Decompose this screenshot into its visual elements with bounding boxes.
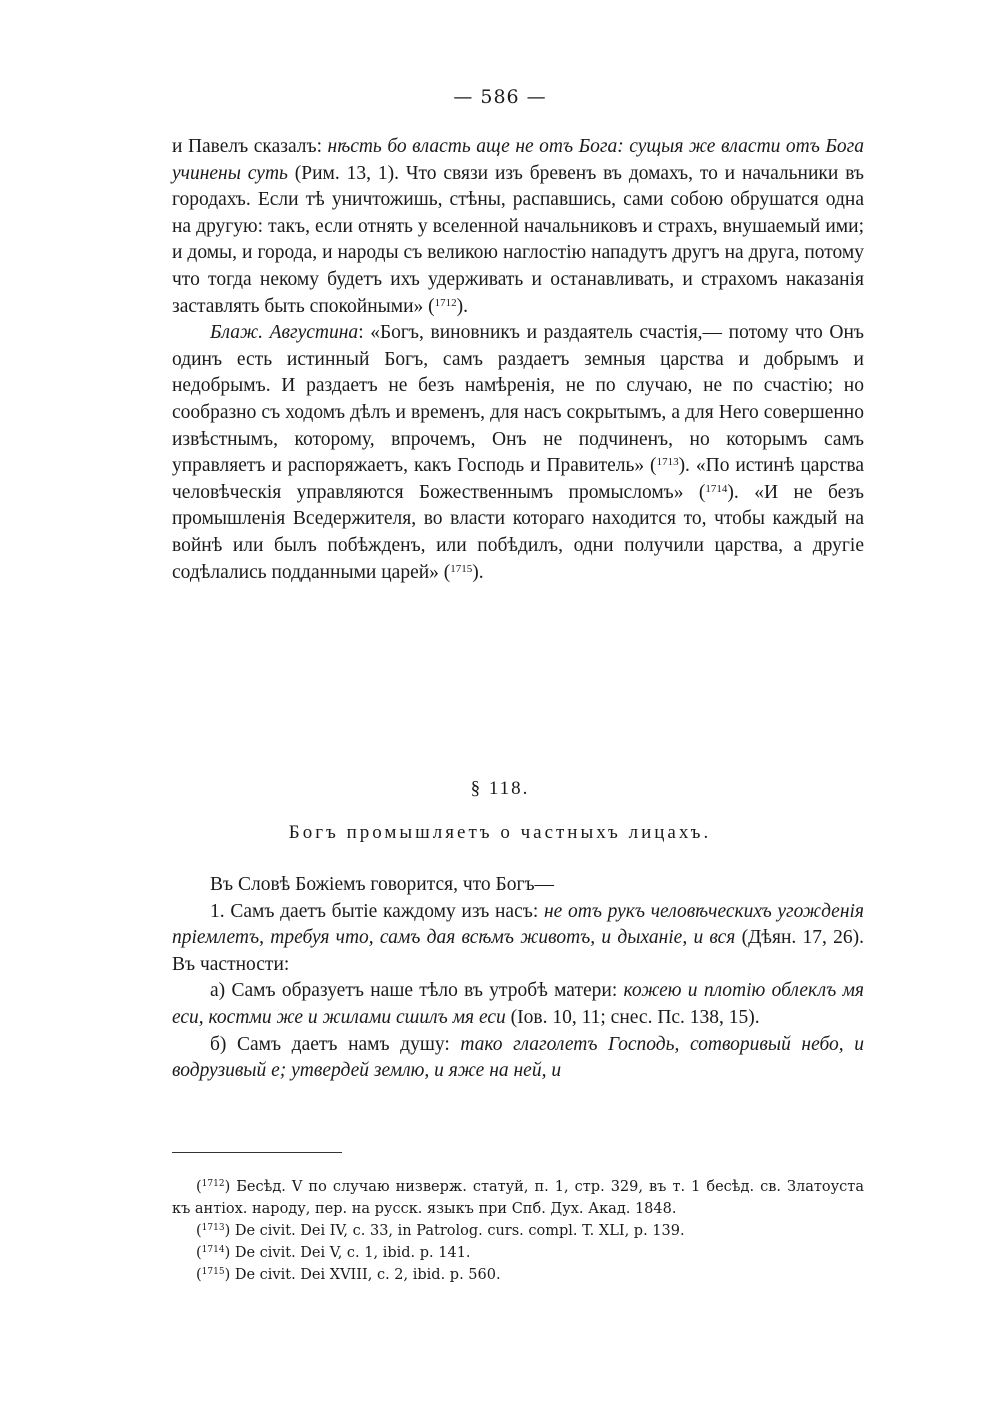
text-run: Въ Словѣ Божіемъ говорится, что Богъ— xyxy=(210,874,555,895)
paragraph xyxy=(172,872,864,899)
footnote-divider xyxy=(172,1152,342,1153)
quote-italic: кожею и плотію облеклъ мя еси, костми же и жилами сшилъ мя еси xyxy=(172,980,865,1028)
footnote: ($^{1712}$) Бесѣд. V по случаю низверж. статуй, п. 1, стр. 329, въ т. 1 бесѣд. св. Златоуста къ антіох. народу, пер. на русск. языкъ при Спб. Дух. Акад. 1848. xyxy=(172,1179,864,1217)
paragraph xyxy=(172,899,864,979)
main-text-bottom xyxy=(172,872,864,1085)
page-number: — 586 — xyxy=(453,86,547,108)
footnote-text: De civit. Dei IV, c. 33, in Patrolog. curs. compl. T. XLI, p. 139. xyxy=(234,1223,685,1239)
footnote: ($^{1715}$) De civit. Dei XVIII, c. 2, ibid. p. 560. xyxy=(196,1267,501,1283)
paragraph xyxy=(172,978,864,1031)
footnote-number: 1714 xyxy=(201,1245,225,1255)
quote-italic: нѣсть бо власть аще не отъ Бога: сущыя же власти отъ Бога учинены суть xyxy=(172,136,864,184)
footnote-text: De civit. Dei XVIII, c. 2, ibid. p. 560. xyxy=(234,1267,501,1283)
text-run: б) Самъ даетъ намъ душу: xyxy=(210,1033,461,1055)
text-run: (Рим. 13, 1). Что связи изъ бревенъ въ домахъ, то и начальники въ городахъ. Если тѣ уничтожишь, стѣны, распавшись, сами собою обрушатся одна на другую: такъ, если отнять у вселенной начальниковъ и страхъ, внушаемый ими; и домы, и города, и народы съ великою наглостію нападутъ другъ на друга, потому что тогда некому будетъ ихъ удерживать и останавливать, и страхомъ наказанія заставлять быть спокойными» ( xyxy=(172,162,864,317)
footnote-ref: 1712 xyxy=(434,296,457,309)
footnote-text: Бесѣд. V по случаю низверж. статуй, п. 1, стр. 329, въ т. 1 бесѣд. св. Златоуста къ антіох. народу, пер. на русск. языкъ при Спб. Дух. Акад. 1848. xyxy=(172,1179,864,1217)
text-run: 1. Самъ даетъ бытіе каждому изъ насъ: xyxy=(210,900,544,922)
text-run: : «Богъ, виновникъ и раздаятель счастія,— потому что Онъ одинъ есть истинный Богъ, самъ раздаетъ земныя царства и добрымъ и недобрымъ. И раздаетъ не безъ намѣренія, не по случаю, не по счастію; но сообразно съ ходомъ дѣлъ и временъ, для насъ сокрытымъ, а для Него совершенно извѣстнымъ, которому, впрочемъ, Онъ не подчиненъ, но которымъ самъ управляетъ и распоряжаетъ, какъ Господь и Правитель» ( xyxy=(172,322,864,477)
footnote-ref: 1714 xyxy=(705,482,728,495)
text-run: ). xyxy=(456,295,468,317)
text-run: ). «По истинѣ царства человѣческія управляются Божественнымъ промысломъ» ( xyxy=(172,455,864,503)
footnote: ($^{1713}$) De civit. Dei IV, c. 33, in Patrolog. curs. compl. T. XLI, p. 139. xyxy=(196,1223,685,1239)
quote-italic: Блаж. Августина xyxy=(210,322,359,344)
text-run: ). xyxy=(472,561,484,583)
section-title: Богъ промышляетъ о частныхъ лицахъ. xyxy=(288,822,712,843)
paragraph xyxy=(172,134,864,320)
paragraph xyxy=(172,320,864,586)
quote-italic: не отъ рукъ человѣческихъ угожденія пріемлетъ, требуя что, самъ дая всѣмъ животъ, и дыханіе, и вся xyxy=(172,900,864,949)
text-run: (Іов. 10, 11; снес. Пс. 138, 15). xyxy=(505,1006,760,1028)
footnote: ($^{1714}$) De civit. Dei V, c. 1, ibid. p. 141. xyxy=(196,1245,471,1261)
main-text-top xyxy=(172,134,864,586)
paragraph xyxy=(172,1032,864,1085)
footnote-number: 1713 xyxy=(201,1223,225,1233)
footnote-number: 1715 xyxy=(201,1267,225,1277)
footnote-ref: 1715 xyxy=(450,562,473,575)
footnote-ref: 1713 xyxy=(656,456,679,469)
quote-italic: тако глаголетъ Господь, сотворивый небо, и водрузивый е; утвердей землю, и яже на ней, и xyxy=(172,1033,864,1082)
footnotes xyxy=(172,1176,864,1286)
text-run: ). «И не безъ промышленія Вседержителя, во власти котораго находится то, чтобы каждый на войнѣ или былъ побѣжденъ, или побѣдилъ, одни получили царства, а другіе содѣлались подданными царей» ( xyxy=(172,481,864,583)
text-run: (Дѣян. 17, 26). Въ частности: xyxy=(172,927,864,975)
footnote-number: 1712 xyxy=(201,1179,225,1189)
text-run: а) Самъ образуетъ наше тѣло въ утробѣ матери: xyxy=(210,980,624,1002)
footnote-text: De civit. Dei V, c. 1, ibid. p. 141. xyxy=(234,1245,471,1261)
section-number: § 118. xyxy=(470,778,530,799)
text-run: и Павелъ сказалъ: xyxy=(172,136,328,157)
